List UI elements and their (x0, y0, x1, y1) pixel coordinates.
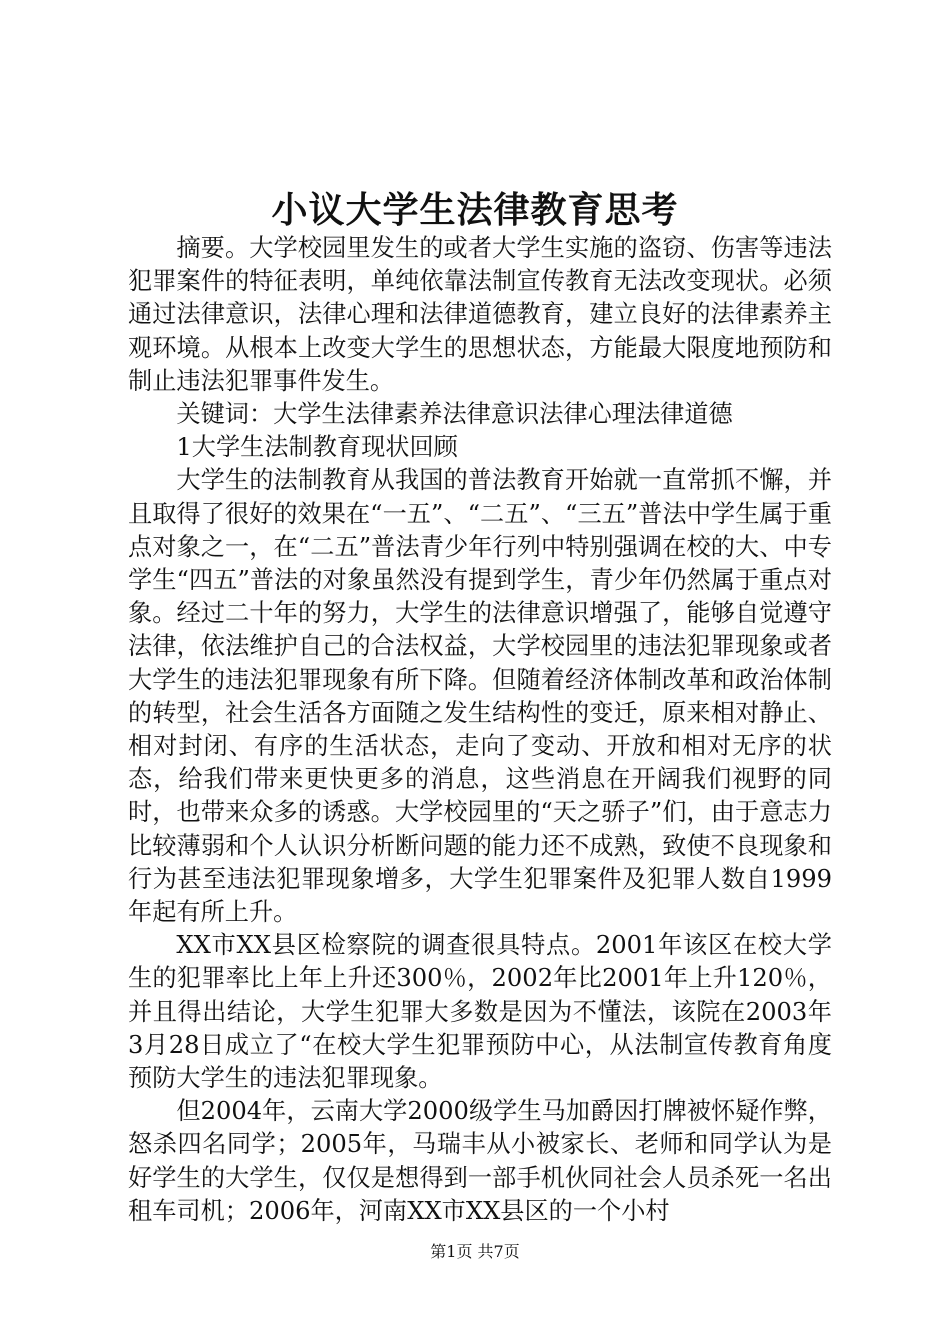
document-body (128, 232, 832, 1228)
body-paragraph: XX市XX县区检察院的调查很具特点。2001年该区在校大学生的犯罪率比上年上升还300％，2002年比2001年上升120％，并且得出结论，大学生犯罪大多数是因为不懂法，该院在2003年3月28日成立了“在校大学生犯罪预防中心，从法制宣传教育角度预防大学生的违法犯罪现象。 (128, 931, 832, 1093)
keywords-line: 关键词：大学生法律素养法律意识法律心理法律道德 (176, 400, 733, 429)
document-title: 小议大学生法律教育思考 (271, 189, 679, 231)
body-paragraph: 但2004年，云南大学2000级学生马加爵因打牌被怀疑作弊，怒杀四名同学；2005年，马瑞丰从小被家长、老师和同学认为是好学生的大学生，仅仅是想得到一部手机伙同社会人员杀死一名出租车司机；2006年，河南XX市XX县区的一个小村 (128, 1097, 832, 1225)
abstract-paragraph: 摘要。大学校园里发生的或者大学生实施的盗窃、伤害等违法犯罪案件的特征表明，单纯依靠法制宣传教育无法改变现状。必须通过法律意识，法律心理和法律道德教育，建立良好的法律素养主观环境。从根本上改变大学生的思想状态，方能最大限度地预防和制止违法犯罪事件发生。 (128, 234, 832, 395)
section-heading: 1大学生法制教育现状回顾 (176, 433, 458, 462)
page-footer: 第1页 共7页 (430, 1242, 520, 1261)
body-paragraph: 大学生的法制教育从我国的普法教育开始就一直常抓不懈，并且取得了很好的效果在“一五”、“二五”、“三五”普法中学生属于重点对象之一，在“二五”普法青少年行列中特别强调在校的大、中专学生“四五”普法的对象虽然没有提到学生，青少年仍然属于重点对象。经过二十年的努力，大学生的法律意识增强了，能够自觉遵守法律，依法维护自己的合法权益，大学校园里的违法犯罪现象或者大学生的违法犯罪现象有所下降。但随着经济体制改革和政治体制的转型，社会生活各方面随之发生结构性的变迁，原来相对静止、相对封闭、有序的生活状态，走向了变动、开放和相对无序的状态，给我们带来更快更多的消息，这些消息在开阔我们视野的同时，也带来众多的诱惑。大学校园里的“天之骄子”们，由于意志力比较薄弱和个人认识分析断问题的能力还不成熟，致使不良现象和行为甚至违法犯罪现象增多，大学生犯罪案件及犯罪人数自1999年起有所上升。 (128, 466, 832, 927)
